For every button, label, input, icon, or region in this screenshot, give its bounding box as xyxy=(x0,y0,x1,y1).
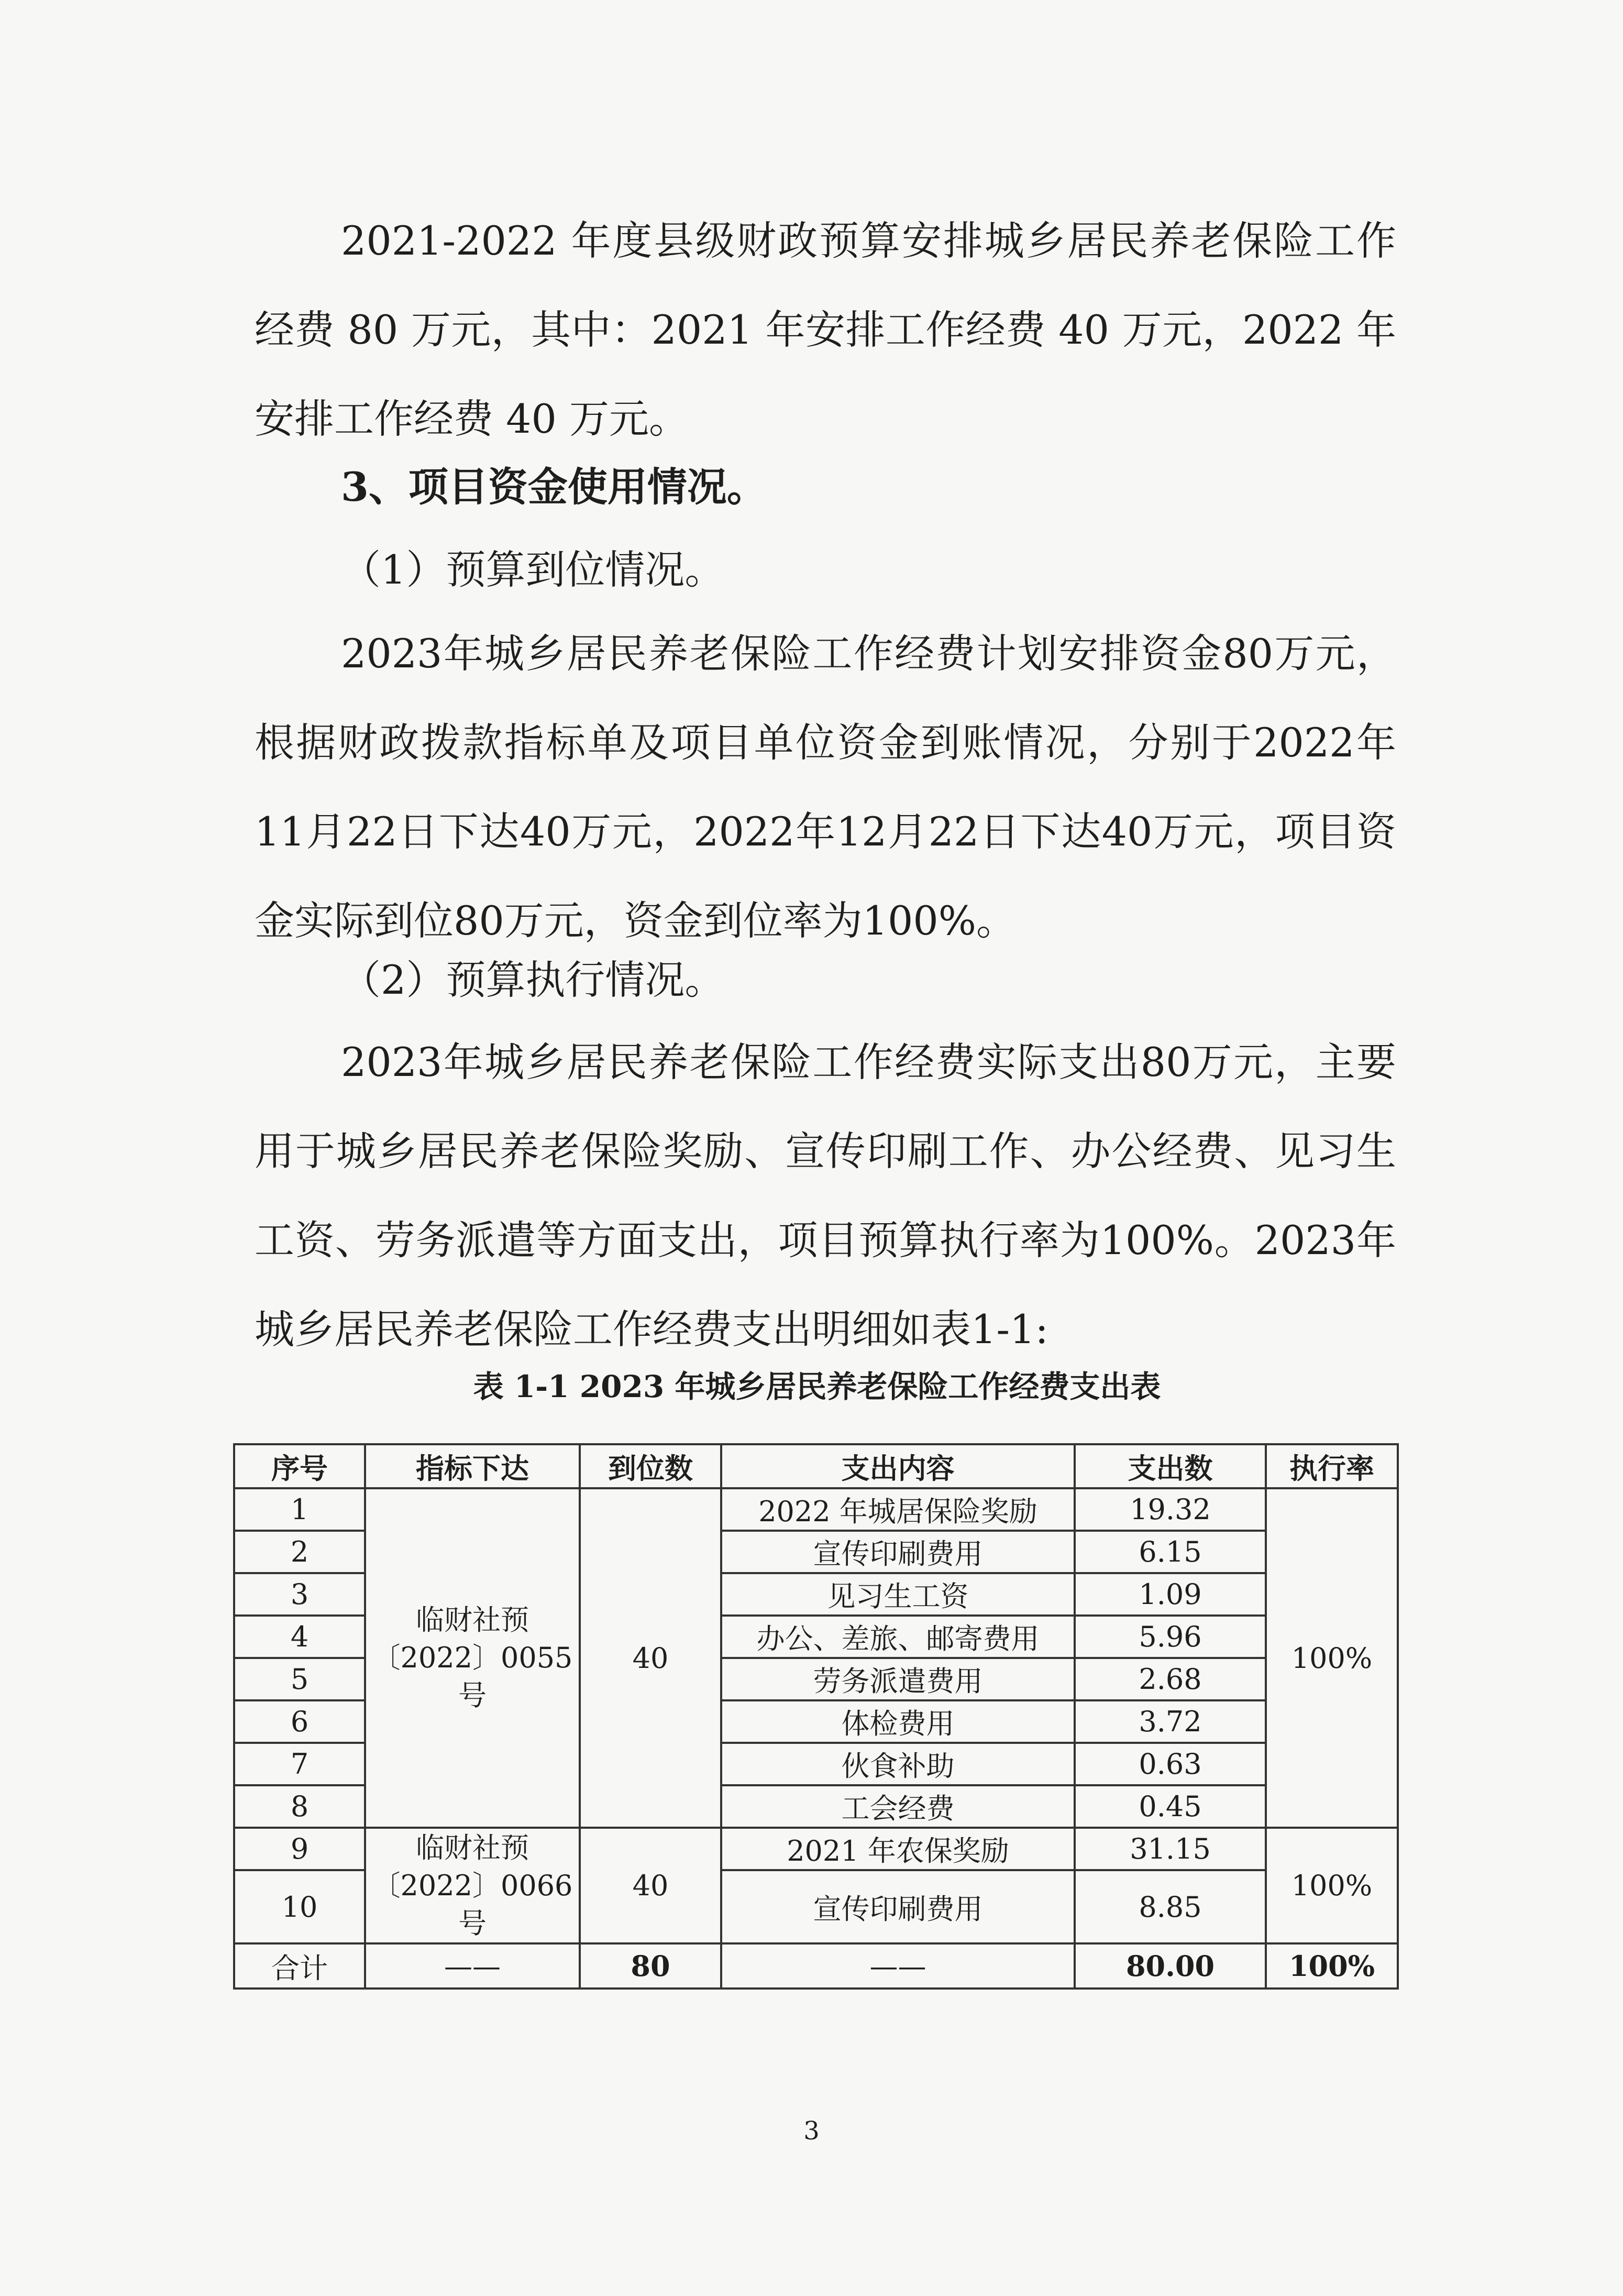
amount-cell: 19.32 xyxy=(1075,1488,1266,1531)
total-indicator: —— xyxy=(365,1943,580,1989)
page-number: 3 xyxy=(803,2116,820,2146)
indicator-line: 临财社预 xyxy=(416,1603,529,1636)
header-content: 支出内容 xyxy=(721,1444,1075,1488)
header-indicator: 指标下达 xyxy=(365,1444,580,1488)
indicator-line: 临财社预 xyxy=(416,1831,529,1864)
row-number: 8 xyxy=(234,1785,365,1828)
content-cell: 工会经费 xyxy=(721,1785,1075,1828)
header-rate: 执行率 xyxy=(1266,1444,1398,1488)
paragraph-budget-arrival: 2023年城乡居民养老保险工作经费计划安排资金80万元，根据财政拨款指标单及项目单位资金到账情况，分别于2022年11月22日下达40万元，2022年12月22日下达40万元，项目资金实际到位80万元，资金到位率为100%。 xyxy=(255,630,1396,944)
amount-cell: 2.68 xyxy=(1075,1658,1266,1700)
table-row xyxy=(234,1828,1398,1870)
row-number: 5 xyxy=(234,1658,365,1700)
table-header-row xyxy=(234,1444,1398,1488)
total-rate: 100% xyxy=(1266,1943,1398,1989)
amount-cell: 31.15 xyxy=(1075,1828,1266,1870)
paragraph-budget-arrangement: 2021-2022 年度县级财政预算安排城乡居民养老保险工作经费 80 万元，其中：2021 年安排工作经费 40 万元，2022 年安排工作经费 40 万元。 xyxy=(255,217,1396,442)
amount-cell: 0.45 xyxy=(1075,1785,1266,1828)
rate-cell: 100% xyxy=(1266,1488,1398,1828)
expenditure-table xyxy=(233,1443,1399,1990)
indicator-line: 〔2022〕0066 xyxy=(372,1869,573,1902)
total-arrived: 80 xyxy=(580,1943,721,1989)
row-number: 9 xyxy=(234,1828,365,1870)
row-number: 10 xyxy=(234,1870,365,1943)
total-label: 合计 xyxy=(234,1943,365,1989)
content-cell: 伙食补助 xyxy=(721,1743,1075,1785)
arrived-cell: 40 xyxy=(580,1828,721,1943)
row-number: 2 xyxy=(234,1531,365,1573)
content-cell: 宣传印刷费用 xyxy=(721,1531,1075,1573)
indicator-line: 号 xyxy=(458,1906,487,1940)
total-amount: 80.00 xyxy=(1075,1943,1266,1989)
amount-cell: 6.15 xyxy=(1075,1531,1266,1573)
section-heading-fund-usage: 3、项目资金使用情况。 xyxy=(341,464,767,510)
amount-cell: 5.96 xyxy=(1075,1616,1266,1658)
row-number: 6 xyxy=(234,1700,365,1743)
subheading-budget-execution: （2）预算执行情况。 xyxy=(341,957,725,1003)
indicator-line: 〔2022〕0055 xyxy=(372,1641,573,1674)
content-cell: 见习生工资 xyxy=(721,1573,1075,1616)
indicator-cell xyxy=(365,1828,580,1943)
amount-cell: 8.85 xyxy=(1075,1870,1266,1943)
total-row xyxy=(234,1943,1398,1989)
indicator-line: 号 xyxy=(458,1679,487,1712)
row-number: 1 xyxy=(234,1488,365,1531)
indicator-cell xyxy=(365,1488,580,1828)
paragraph-budget-execution: 2023年城乡居民养老保险工作经费实际支出80万元，主要用于城乡居民养老保险奖励、宣传印刷工作、办公经费、见习生工资、劳务派遣等方面支出，项目预算执行率为100%。2023年城乡居民养老保险工作经费支出明细如表1-1: xyxy=(255,1039,1396,1353)
content-cell: 办公、差旅、邮寄费用 xyxy=(721,1616,1075,1658)
header-amount: 支出数 xyxy=(1075,1444,1266,1488)
amount-cell: 1.09 xyxy=(1075,1573,1266,1616)
amount-cell: 3.72 xyxy=(1075,1700,1266,1743)
content-cell: 宣传印刷费用 xyxy=(721,1870,1075,1943)
content-cell: 2021 年农保奖励 xyxy=(721,1828,1075,1870)
row-number: 4 xyxy=(234,1616,365,1658)
header-seq: 序号 xyxy=(234,1444,365,1488)
row-number: 3 xyxy=(234,1573,365,1616)
amount-cell: 0.63 xyxy=(1075,1743,1266,1785)
arrived-cell: 40 xyxy=(580,1488,721,1828)
subheading-budget-arrival: （1）预算到位情况。 xyxy=(341,546,725,593)
content-cell: 2022 年城居保险奖励 xyxy=(721,1488,1075,1531)
table-row xyxy=(234,1488,1398,1531)
row-number: 7 xyxy=(234,1743,365,1785)
rate-cell: 100% xyxy=(1266,1828,1398,1943)
content-cell: 体检费用 xyxy=(721,1700,1075,1743)
content-cell: 劳务派遣费用 xyxy=(721,1658,1075,1700)
total-content: —— xyxy=(721,1943,1075,1989)
header-arrived: 到位数 xyxy=(580,1444,721,1488)
table-title: 表 1-1 2023 年城乡居民养老保险工作经费支出表 xyxy=(473,1369,1161,1404)
